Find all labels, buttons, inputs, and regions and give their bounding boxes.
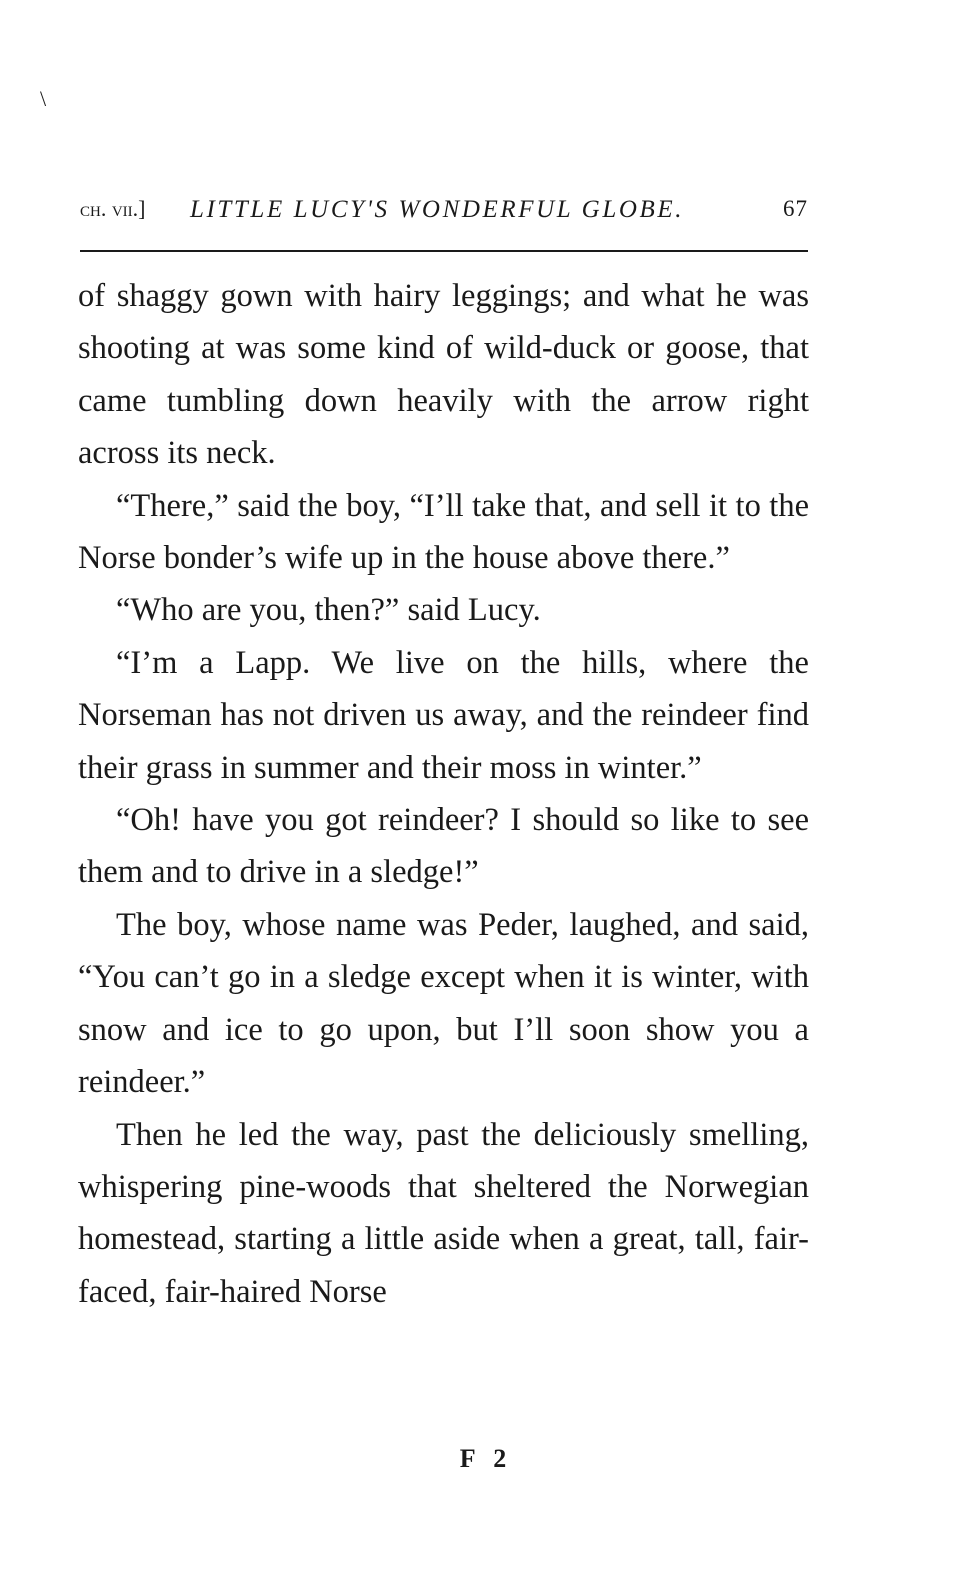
paragraph: Then he led the way, past the deliciously smelling, whispering pine-woods that sheltered the Norwegian homestead, starting a little aside when a great, tall, fair-faced, fair-haired Norse: [78, 1116, 809, 1310]
header-rule: [80, 250, 808, 252]
paragraph: of shaggy gown with hairy leggings; and what he was shooting at was some kind of wild-duck or goose, that came tumbling down heavily with the arrow right across its neck.: [78, 278, 809, 472]
paragraph: “I’m a Lapp. We live on the hills, where the Norseman has not driven us away, and the reindeer find their grass in summer and their moss in winter.”: [78, 644, 809, 786]
page-number: 67: [783, 196, 808, 221]
running-title: LITTLE LUCY'S WONDERFUL GLOBE.: [190, 196, 685, 223]
body-text: [78, 270, 809, 1318]
running-header: [80, 196, 808, 230]
paragraph: The boy, whose name was Peder, laughed, and said, “You can’t go in a sledge except when it is winter, with snow and ice to go upon, but I’ll soon show you a reindeer.”: [78, 906, 809, 1101]
chapter-label: ch. vii.]: [80, 196, 146, 221]
paragraph: “Oh! have you got reindeer? I should so like to see them and to drive in a sledge!”: [78, 802, 809, 891]
paragraph: “There,” said the boy, “I’ll take that, and sell it to the Norse bonder’s wife up in the house above there.”: [78, 487, 809, 577]
stray-mark: \: [40, 86, 47, 111]
signature-mark: F 2: [459, 1444, 513, 1473]
paragraph: “Who are you, then?” said Lucy.: [116, 592, 541, 629]
